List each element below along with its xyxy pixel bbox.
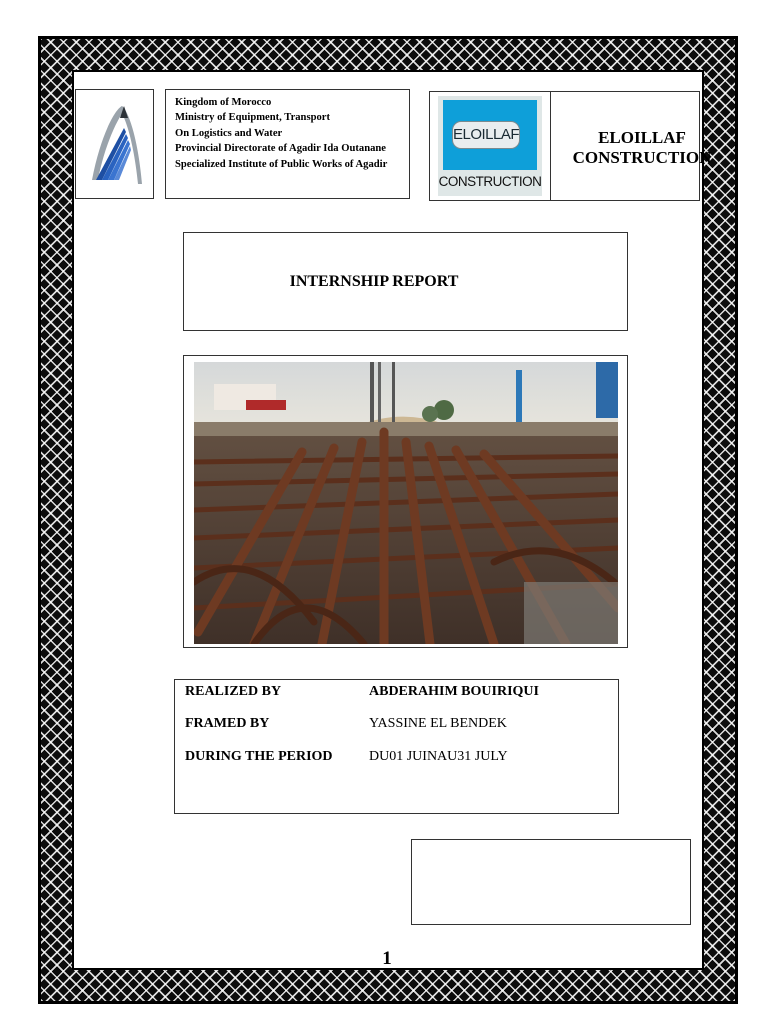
ministry-line: Specialized Institute of Public Works of Agadir	[175, 158, 388, 170]
ministry-line: Provincial Directorate of Agadir Ida Outanane	[175, 143, 386, 155]
report-title-box	[183, 232, 628, 331]
details-label: DURING THE PERIOD	[185, 749, 333, 764]
ministry-line: On Logistics and Water	[175, 127, 283, 139]
author-details-box	[174, 679, 619, 814]
details-value: DU01 JUINAU31 JULY	[369, 749, 508, 764]
page-number: 1	[382, 948, 392, 969]
company-logo-subtext: CONSTRUCTION	[438, 174, 542, 189]
empty-stamp-box	[411, 839, 691, 925]
institute-logo	[75, 89, 154, 199]
company-logo-text: ELOILLAF	[452, 121, 520, 149]
company-box	[429, 91, 712, 201]
details-label: REALIZED BY	[185, 684, 282, 699]
company-logo	[438, 96, 542, 196]
ministry-line: Kingdom of Morocco	[175, 97, 272, 108]
company-name-line: CONSTRUCTION	[572, 148, 712, 167]
report-title: INTERNSHIP REPORT	[289, 273, 459, 290]
arch-logo-icon	[86, 98, 146, 190]
details-value: ABDERAHIM BOUIRIQUI	[369, 684, 539, 699]
details-label: FRAMED BY	[185, 716, 270, 731]
rebar-site-photo	[194, 362, 618, 644]
details-value: YASSINE EL BENDEK	[369, 716, 507, 731]
company-divider	[550, 92, 551, 200]
company-name-line: ELOILLAF	[598, 128, 686, 147]
ministry-info-box	[165, 89, 410, 199]
company-name	[557, 128, 727, 168]
cover-photo	[183, 355, 628, 648]
ministry-line: Ministry of Equipment, Transport	[175, 112, 330, 124]
